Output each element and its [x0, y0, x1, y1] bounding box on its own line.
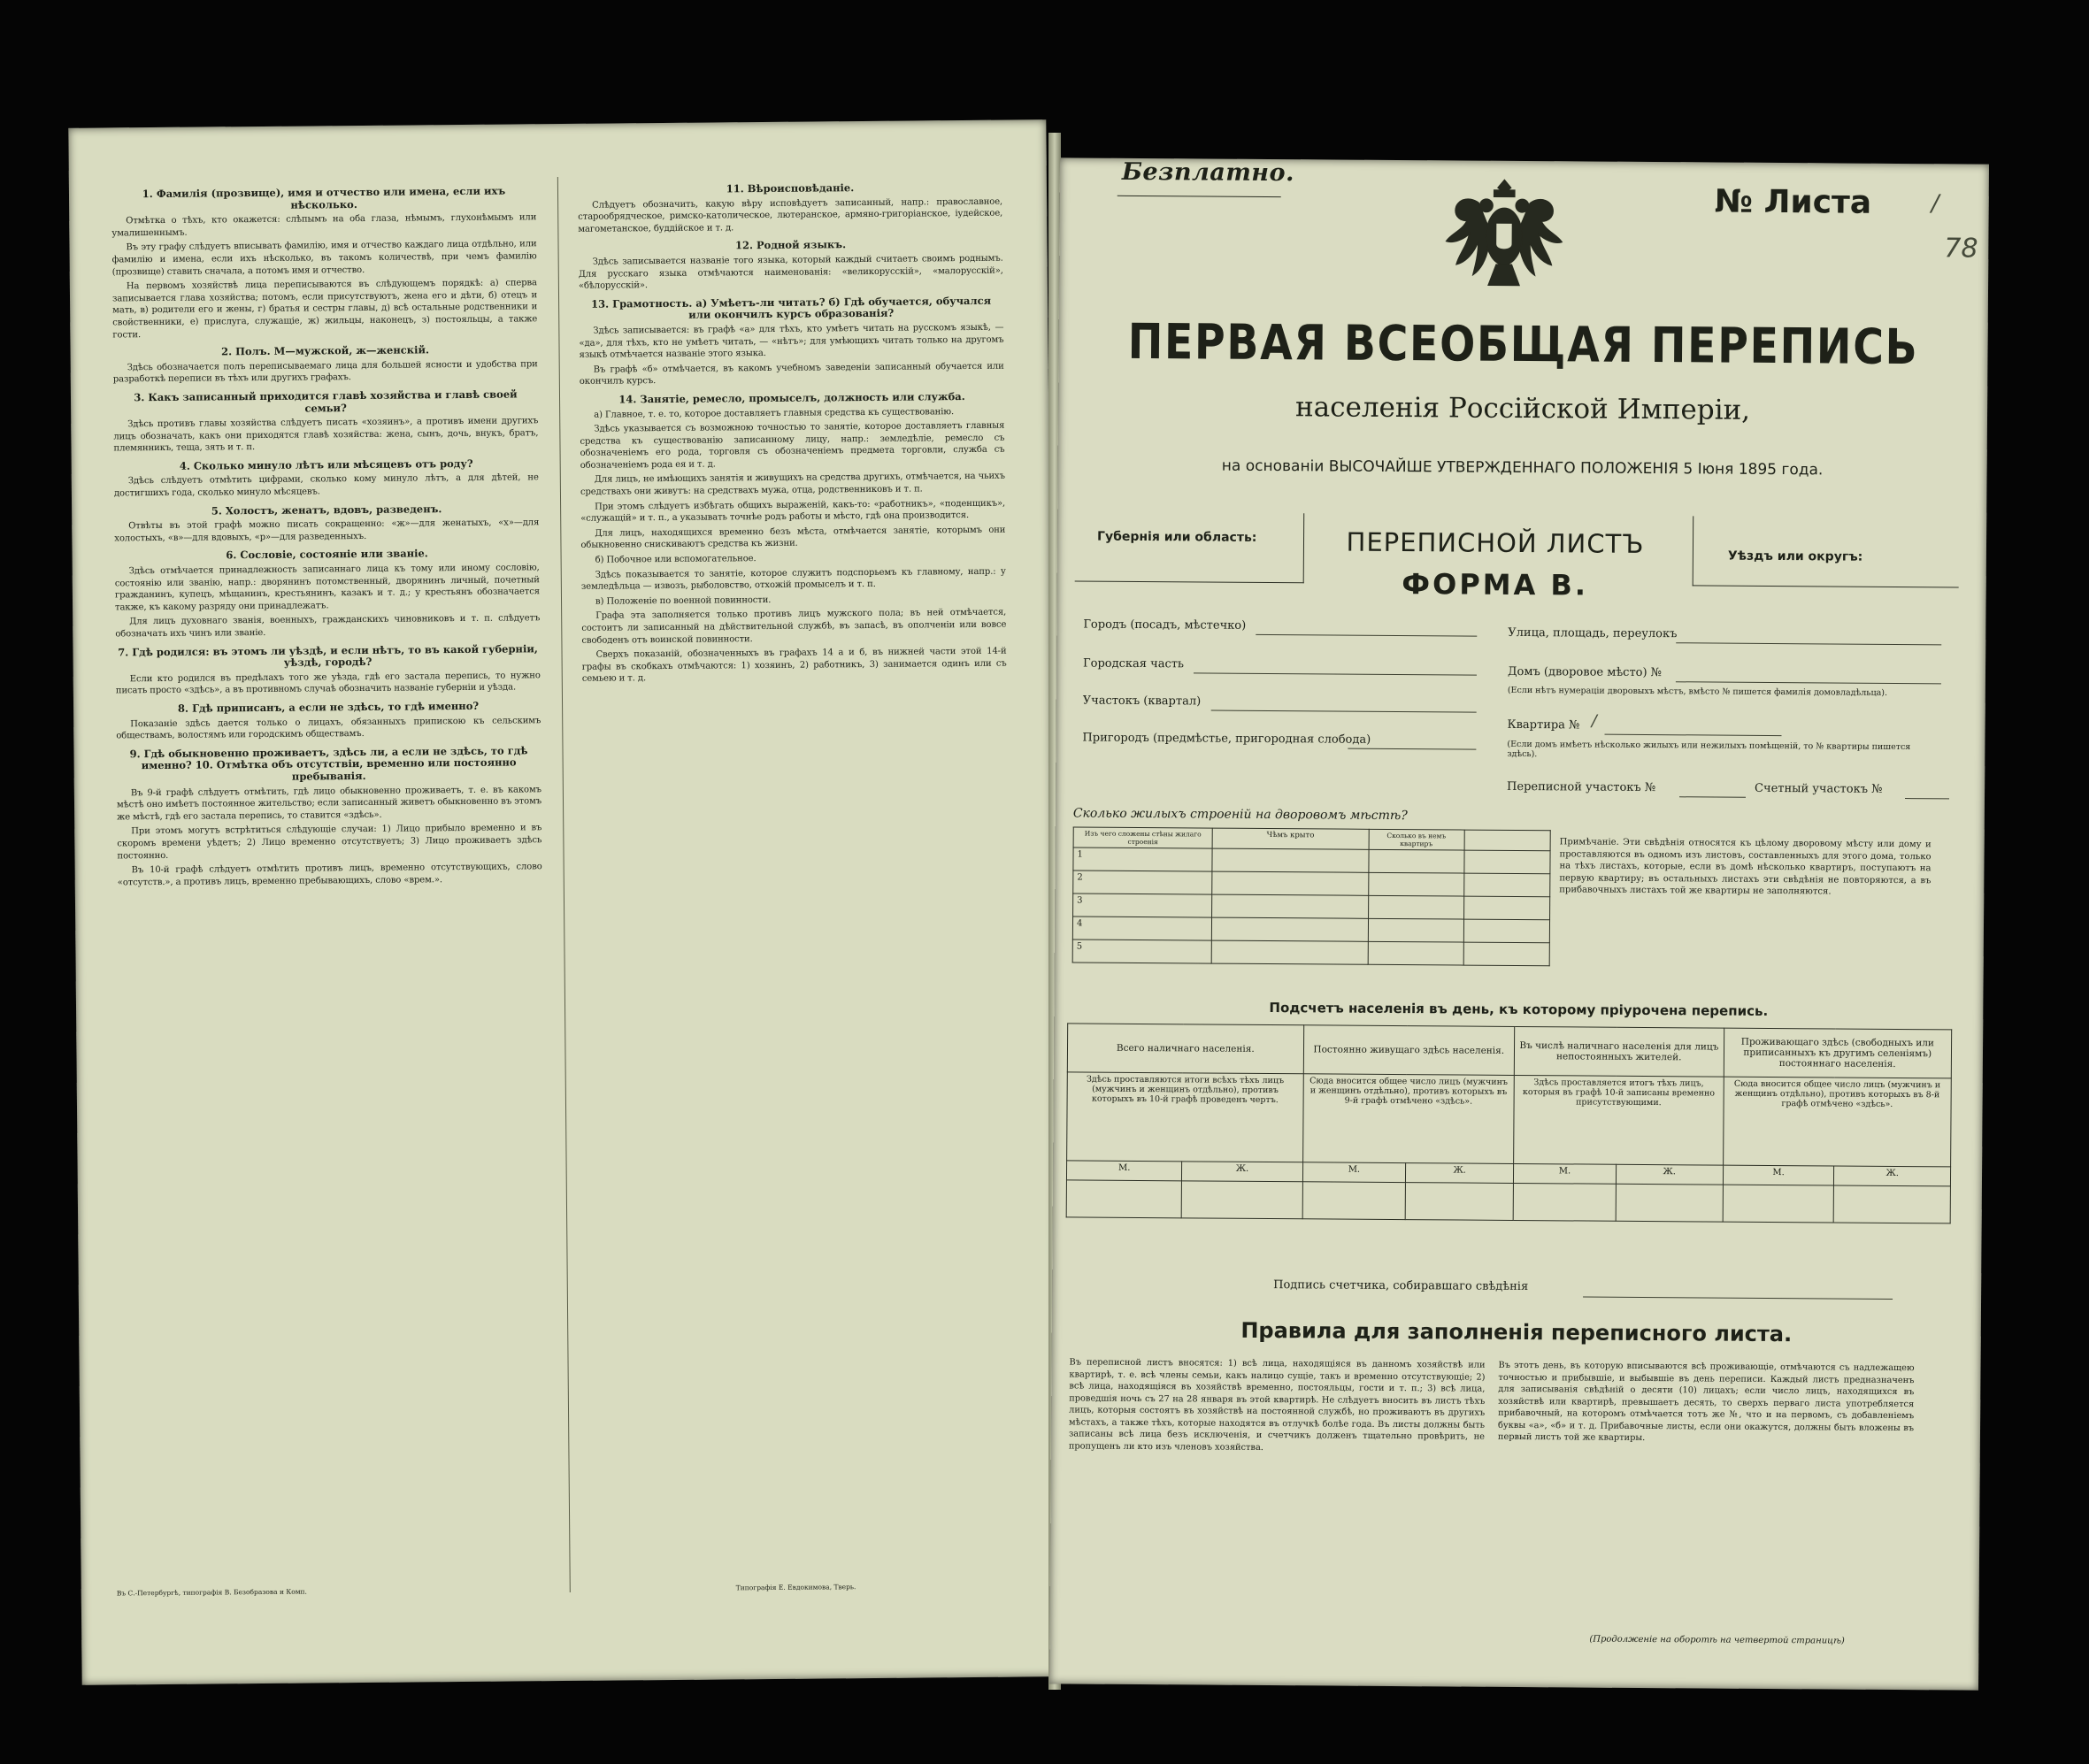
instruction-paragraph: Здѣсь противъ главы хозяйства слѣдуетъ писать «хозяинъ», а противъ имени другихъ лицъ обозначать, какъ они приходятся главѣ хозяйства: жена, сынъ, дочь, внукъ, братъ, племянникъ, теща, зять и т. п.	[113, 416, 539, 454]
count-header-permanent: Постоянно живущаго здѣсь населенія.	[1303, 1025, 1515, 1076]
handwritten-mark: /	[1931, 190, 1939, 218]
buildings-cell[interactable]	[1211, 940, 1368, 964]
apartment-field-label: Квартира №	[1507, 717, 1580, 732]
instruction-heading: 13. Грамотность. а) Умѣетъ-ли читать? б) Гдѣ обучается, обучался или окончилъ курсъ образованія?	[591, 294, 992, 322]
instruction-paragraph: Въ графѣ «б» отмѣчается, въ какомъ учебномъ заведеніи записанный обучается или окончилъ курсъ.	[579, 361, 1004, 387]
count-cell[interactable]	[1513, 1183, 1616, 1221]
count-sub-male: М.	[1514, 1163, 1617, 1184]
instruction-paragraph: Здѣсь слѣдуетъ отмѣтить цифрами, сколько кому минуло лѣтъ, а для дѣтей, не достигшихъ года, сколько минуло мѣсяцевъ.	[113, 472, 539, 499]
instruction-paragraph: Здѣсь указывается съ возможною точностью то занятіе, которое доставляетъ главныя средства къ существованію записанному лицу, напр.: земледѣліе, ремесло съ обозначеніемъ его рода, торговля съ обозначеніемъ предмета торговли, служба съ обозначеніемъ рода ея и т. д.	[580, 420, 1005, 471]
buildings-cell[interactable]	[1463, 919, 1550, 943]
instruction-heading: 12. Родной языкъ.	[734, 238, 847, 252]
buildings-question: Сколько жилыхъ строеній на дворовомъ мѣстѣ?	[1072, 806, 1408, 824]
apartment-field-line[interactable]	[1604, 734, 1781, 736]
instruction-paragraph: Показаніе здѣсь дается только о лицахъ, обязанныхъ припискою къ сельскимъ обществамъ, волостямъ или городскимъ обществамъ.	[116, 715, 541, 741]
city-part-field-line[interactable]	[1194, 672, 1477, 675]
instruction-paragraph: б) Побочное или вспомогательное.	[595, 554, 756, 565]
street-field-label: Улица, площадь, переулокъ	[1508, 625, 1678, 641]
count-cell[interactable]	[1066, 1180, 1182, 1218]
form-title: ФОРМА В.	[1402, 567, 1589, 602]
rules-text-right: Въ этотъ день, въ которую вписываются всѣ проживающіе, отмѣчаются съ надлежащею точностью и прибывшіе, и выбывшіе въ день переписи. Каждый листъ предназначенъ для записыванія свѣдѣній о десяти (10) лицахъ; если число лицъ, находящихся въ хозяйствѣ или квартирѣ, превышаетъ десять, то сверхъ перваго листа употребляется прибавочный, на которомъ отмѣчается тотъ же №, что и на первомъ, съ добавленіемъ буквы «а», «б» и т. д. Прибавочные листы, если они окажутся, должны быть вложены въ первый листъ той же квартиры.	[1497, 1360, 1915, 1444]
column-divider	[557, 177, 571, 1592]
instruction-paragraph: При этомъ могутъ встрѣтиться слѣдующіе случаи: 1) Лицо прибыло временно и въ скоромъ времени уѣдетъ; 2) Лицо временно отсутствуетъ; 3) Лицо проживаетъ здѣсь постоянно.	[117, 823, 542, 861]
instruction-paragraph: Въ 9-й графѣ слѣдуетъ отмѣтить, гдѣ лицо обыкновенно проживаетъ, т. е. въ какомъ мѣстѣ оно имѣетъ постоянное жительство; если записанный живетъ обыкновенно въ этомъ же мѣстѣ, гдѣ его застала перепись, то ставится «здѣсь».	[116, 784, 542, 823]
instruction-paragraph: а) Главное, т. е. то, которое доставляетъ главныя средства къ существованію.	[594, 406, 955, 420]
buildings-cell[interactable]	[1212, 848, 1369, 872]
census-title: ПЕРВАЯ ВСЕОБЩАЯ ПЕРЕПИСЬ	[1127, 312, 1919, 376]
buildings-cell[interactable]	[1368, 941, 1463, 965]
enumerator-signature-label: Подпись счетчика, собиравшаго свѣдѣнія	[1273, 1278, 1529, 1294]
instruction-paragraph: Отвѣты въ этой графѣ можно писать сокращенно: «ж»—для женатыхъ, «х»—для холостыхъ, «в»—для вдовыхъ, «р»—для разведенныхъ.	[114, 518, 540, 544]
printer-footer-left: Въ С.-Петербургѣ, типографія В. Безобразова и Комп.	[116, 1587, 307, 1598]
instruction-paragraph: Въ 10-й графѣ слѣдуетъ отмѣтить противъ лицъ, временно отсутствующихъ, слово «отсутств.», а противъ лицъ, временно пребывающихъ, слово «врем.».	[117, 862, 542, 888]
buildings-row-number: 4	[1072, 917, 1211, 940]
instruction-paragraph: Здѣсь обозначается полъ переписываемаго лица для большей ясности и удобства при разработкѣ переписи въ тѣхъ или другихъ графахъ.	[112, 358, 538, 385]
count-sub-female: Ж.	[1834, 1166, 1951, 1186]
buildings-row-number: 1	[1073, 847, 1212, 871]
handwritten-apartment-mark: /	[1591, 711, 1597, 731]
count-description-temporary: Здѣсь проставляется итогъ тѣхъ лицъ, которыя въ графѣ 10-й записаны временно присутствующими.	[1514, 1075, 1724, 1165]
instruction-heading: 7. Гдѣ родился: въ этомъ ли уѣздѣ, и если нѣтъ, то въ какой губерніи, уѣздѣ, городѣ?	[118, 641, 538, 669]
instruction-heading: 14. Занятіе, ремесло, промыселъ, должность или служба.	[618, 389, 965, 406]
count-header-temporary: Въ числѣ наличнаго населенія для лицъ непостоянныхъ жителей.	[1514, 1026, 1724, 1077]
instruction-heading: 2. Полъ. М—мужской, ж—женскій.	[221, 343, 430, 358]
count-header-absent: Проживающаго здѣсь (свободныхъ или приписанныхъ къ другимъ селеніямъ) постояннаго населенія.	[1724, 1028, 1952, 1078]
instruction-paragraph: Отмѣтка о тѣхъ, кто окажется: слѣпымъ на оба глаза, нѣмымъ, глухонѣмымъ или умалишеннымъ.	[111, 212, 537, 239]
buildings-cell[interactable]	[1463, 850, 1550, 874]
instruction-heading: 8. Гдѣ приписанъ, а если не здѣсь, то гдѣ именно?	[177, 699, 480, 715]
instruction-paragraph: На первомъ хозяйствѣ лица переписываются въ слѣдующемъ порядкѣ: а) сперва записывается глава хозяйства; потомъ, если присутствуютъ, жена его и дѣти, б) отецъ и мать, в) родители его и жены, г) братья и сестры главы, д) всѣ остальные родственники и свойственники, е) прислуга, служащіе, ж) жильцы, наконецъ, з) постояльцы, а также гости.	[111, 278, 538, 340]
population-count-table	[1066, 1023, 1953, 1223]
count-sub-male: М.	[1723, 1165, 1834, 1185]
count-cell[interactable]	[1616, 1184, 1723, 1222]
city-field-line[interactable]	[1256, 634, 1477, 637]
instruction-paragraph: Для лицъ духовнаго званія, военныхъ, гражданскихъ чиновниковъ и т. п. слѣдуетъ обозначать ихъ чинъ или званіе.	[115, 613, 541, 640]
printer-footer-right: Типографія Е. Евдокимова, Тверь.	[735, 1583, 856, 1592]
instructions-column-right	[578, 175, 1007, 688]
census-section-label: Переписной участокъ №	[1507, 779, 1656, 795]
count-description-absent: Сюда вносится общее число лицъ (мужчинъ и женщинъ отдѣльно), противъ которыхъ въ 8-й графѣ отмѣчено «здѣсь».	[1723, 1077, 1951, 1167]
free-label: Безплатно.	[1121, 157, 1295, 188]
instruction-heading: 1. Фамилія (прозвище), имя и отчество или имена, если ихъ нѣсколько.	[142, 184, 506, 211]
count-cell[interactable]	[1834, 1185, 1951, 1223]
district-label: Уѣздъ или округъ:	[1727, 548, 1863, 564]
buildings-cell[interactable]	[1211, 917, 1368, 941]
count-sub-female: Ж.	[1182, 1162, 1302, 1182]
rules-continued-note: (Продолженіе на оборотѣ на четвертой страницѣ)	[1589, 1634, 1845, 1646]
census-subtitle: населенія Россійской Имперіи,	[1294, 391, 1751, 426]
sheet-number-label: № Листа	[1714, 183, 1872, 221]
instruction-heading: 3. Какъ записанный приходится главѣ хозяйства и главѣ своей семьи?	[134, 387, 518, 415]
instruction-paragraph: Для лицъ, не имѣющихъ занятія и живущихъ на средства другихъ, отмѣчается, на чьихъ средствахъ они живутъ: на средствахъ мужа, отца, родственниковъ и т. п.	[580, 472, 1005, 497]
count-description-permanent: Сюда вносится общее число лицъ (мужчинъ и женщинъ отдѣльно), противъ которыхъ въ 9-й графѣ отмѣчено «здѣсь».	[1302, 1074, 1514, 1164]
instruction-heading: 5. Холостъ, женатъ, вдовъ, разведенъ.	[211, 502, 442, 518]
quarter-field-line[interactable]	[1211, 710, 1477, 713]
city-part-field-label: Городская часть	[1082, 656, 1185, 671]
count-cell[interactable]	[1302, 1182, 1406, 1220]
instruction-paragraph: Здѣсь записывается: въ графѣ «а» для тѣхъ, кто умѣетъ читать на русскомъ языкѣ, — «да», для тѣхъ, кто не умѣетъ читать, — «нѣтъ»; для умѣющихъ читать только на другомъ языкѣ отмѣчается названіе этого языка.	[579, 322, 1004, 360]
count-header-total: Всего наличнаго населенія.	[1067, 1024, 1303, 1074]
suburb-field-label: Пригородъ (предмѣстье, пригородная слобода)	[1082, 731, 1371, 747]
buildings-cell[interactable]	[1212, 871, 1369, 895]
count-description-total: Здѣсь проставляются итоги всѣхъ тѣхъ лицъ (мужчинъ и женщинъ отдѣльно), противъ которыхъ въ 10-й графѣ проведенъ чертъ.	[1067, 1072, 1303, 1162]
instructions-column-left	[111, 179, 542, 891]
suburb-field-line[interactable]	[1348, 748, 1476, 750]
counting-section-line[interactable]	[1905, 798, 1949, 799]
instruction-paragraph: Для лицъ, находящихся временно безъ мѣста, отмѣчается занятіе, которымъ они обыкновенно снискиваютъ средства къ жизни.	[580, 525, 1006, 551]
instruction-paragraph: Здѣсь показывается то занятіе, которое служитъ подспорьемъ къ главному, напр.: у земледѣльца — извозъ, рыболовство, отхожій промыселъ и т. п.	[580, 566, 1006, 593]
instruction-paragraph: Здѣсь записывается названіе того языка, который каждый считаетъ своимъ роднымъ. Для русскаго языка отмѣчаются наименованія: «великорусскій», «малорусскій», «бѣлорусскій».	[578, 253, 1003, 291]
province-box	[1075, 511, 1305, 583]
legal-basis: на основаніи ВЫСОЧАЙШЕ УТВЕРЖДЕННАГО ПОЛОЖЕНІЯ 5 Іюня 1895 года.	[1221, 456, 1824, 479]
buildings-cell[interactable]	[1212, 894, 1369, 918]
rules-title: Правила для заполненія переписного листа.	[1240, 1317, 1793, 1347]
buildings-cell[interactable]	[1368, 872, 1463, 896]
buildings-row-number: 3	[1073, 894, 1212, 917]
buildings-remark: Примѣчаніе. Эти свѣдѣнія относятся къ цѣлому дворовому мѣсту или дому и проставляются въ одномъ изъ листовъ, составленныхъ для этого дома, только на тѣхъ листахъ, которые, если въ домѣ нѣсколько квартиръ, поступаютъ на первую квартиру; въ остальныхъ листахъ эти свѣдѣнія не повторяются, а въ прибавочныхъ листахъ той же квартиры не заполняются.	[1559, 837, 1932, 897]
house-field-line[interactable]	[1676, 681, 1941, 684]
city-field-label: Городъ (посадъ, мѣстечко)	[1083, 617, 1247, 633]
instruction-paragraph: Если кто родился въ предѣлахъ того же уѣзда, гдѣ его застала перепись, то нужно писать просто «здѣсь», а въ противномъ случаѣ обозначить названіе губерніи и уѣзда.	[115, 671, 541, 696]
province-label: Губернія или область:	[1096, 529, 1257, 545]
count-sub-male: М.	[1302, 1162, 1406, 1183]
count-cell[interactable]	[1723, 1185, 1834, 1223]
population-count-title: Подсчетъ населенія въ день, къ которому пріурочена перепись.	[1269, 1000, 1769, 1019]
buildings-header-apartments: Сколько въ немъ квартиръ	[1369, 829, 1464, 850]
quarter-field-label: Участокъ (квартал)	[1082, 694, 1202, 709]
buildings-cell[interactable]	[1368, 895, 1463, 919]
instruction-paragraph: При этомъ слѣдуетъ избѣгать общихъ выраженій, какъ-то: «работникъ», «поденщикъ», «служащій» и т. п., а указывать точнѣе родъ работы и мѣсто, гдѣ она производится.	[580, 498, 1006, 525]
buildings-header-blank	[1464, 830, 1551, 851]
sheet-title: ПЕРЕПИСНОЙ ЛИСТЪ	[1346, 526, 1645, 559]
handwritten-number: 78	[1944, 233, 1978, 265]
street-field-line[interactable]	[1676, 642, 1941, 645]
buildings-cell[interactable]	[1369, 849, 1464, 873]
instruction-paragraph: Въ эту графу слѣдуетъ вписывать фамилію, имя и отчество каждаго лица отдѣльно, или фамилію и имена, если ихъ нѣсколько, въ такомъ количествѣ, при чемъ фамилію (прозвище) ставить сначала, а потомъ имя и отчество.	[111, 239, 537, 277]
buildings-row-number: 2	[1073, 870, 1212, 894]
buildings-cell[interactable]	[1463, 873, 1550, 897]
buildings-cell[interactable]	[1463, 942, 1550, 966]
free-label-underline	[1117, 196, 1281, 197]
instruction-heading: 4. Сколько минуло лѣтъ или мѣсяцевъ отъ роду?	[179, 456, 473, 472]
buildings-cell[interactable]	[1463, 896, 1550, 920]
instruction-paragraph: в) Положеніе по военной повинности.	[595, 594, 772, 607]
double-headed-eagle-emblem-icon	[1440, 169, 1569, 298]
instruction-paragraph: Слѣдуетъ обозначить, какую вѣру исповѣдуетъ записанный, напр.: православное, старообрядческое, римско-католическое, лютеранское, армяно-григоріанское, іудейское, магометанское, буддійское и т. д.	[578, 196, 1003, 234]
instruction-paragraph: Графа эта заполняется только противъ лицъ мужского пола; въ ней отмѣчается, состоитъ ли записанный на дѣйствительной службѣ, въ запасѣ, въ ополченіи или вовсе свободенъ отъ воинской повинности.	[581, 608, 1007, 646]
instruction-heading: 6. Сословіе, состояніе или званіе.	[226, 547, 428, 562]
buildings-header-roof: Чѣмъ крыто	[1212, 828, 1369, 849]
instruction-heading: 11. Вѣроисповѣданіе.	[726, 181, 855, 196]
count-cell[interactable]	[1405, 1183, 1513, 1221]
house-field-label: Домъ (дворовое мѣсто) №	[1507, 664, 1663, 680]
buildings-row-number: 5	[1072, 940, 1211, 963]
house-field-note: (Если нѣтъ нумераціи дворовыхъ мѣстъ, вмѣсто № пишется фамилія домовладѣльца).	[1507, 685, 1888, 698]
counting-section-label: Счетный участокъ №	[1755, 781, 1883, 796]
instruction-heading: 9. Гдѣ обыкновенно проживаетъ, здѣсь ли, а если не здѣсь, то гдѣ именно? 10. Отмѣтка объ отсутствіи, временно или постоянно пребыванія.	[129, 744, 528, 783]
count-sub-female: Ж.	[1406, 1163, 1514, 1184]
census-section-line[interactable]	[1679, 796, 1746, 798]
count-sub-male: М.	[1066, 1161, 1181, 1181]
apartment-field-note: (Если домъ имѣетъ нѣсколько жилыхъ или нежилыхъ помѣщеній, то № квартиры пишется здѣсь).	[1507, 739, 1911, 760]
count-cell[interactable]	[1182, 1181, 1302, 1219]
buildings-header-walls: Изъ чего сложены стѣны жилаго строенія	[1073, 827, 1212, 848]
count-sub-female: Ж.	[1616, 1164, 1723, 1185]
buildings-cell[interactable]	[1368, 918, 1463, 942]
right-page	[1049, 157, 1989, 1690]
instruction-paragraph: Здѣсь отмѣчается принадлежность записаннаго лица къ тому или иному сословію, состоянію или званію, напр.: дворянинъ потомственный, дворянинъ личный, почетный гражданинъ, купецъ, мѣщанинъ, крестьянинъ, казакъ и т. д.; у крестьянъ обозначается также, къ какому разряду они принадлежатъ.	[114, 563, 540, 613]
left-page	[68, 119, 1059, 1685]
buildings-table	[1072, 826, 1551, 966]
enumerator-signature-line[interactable]	[1583, 1297, 1893, 1300]
instruction-paragraph: Сверхъ показаній, обозначенныхъ въ графахъ 14 а и б, въ нижней части этой 14-й графы въ скобкахъ отмѣчаются: 1) хозяинъ, 2) работникъ, 3) занимается одинъ или съ семьею и т. д.	[581, 646, 1007, 685]
rules-text-left: Въ переписной листъ вносятся: 1) всѣ лица, находящіяся въ данномъ хозяйствѣ или квартирѣ, т. е. всѣ члены семьи, какъ налицо сущіе, такъ и временно отсутствующіе; 2) всѣ лица, находящіяся въ хозяйствѣ временно, постояльцы, гости и т. п.; 3) всѣ лица, проведшія ночь съ 27 на 28 января въ этой квартирѣ. Не слѣдуетъ вносить въ листъ тѣхъ лицъ, которыя состоятъ въ хозяйствѣ на постоянной службѣ, но проживаютъ въ другихъ мѣстахъ, а также тѣхъ, которые находятся въ отлучкѣ болѣе года. Въ листы должны быть записаны всѣ лица безъ исключенія, и счетчикъ долженъ тщательно провѣрить, не пропущенъ ли кто изъ членовъ хозяйства.	[1068, 1357, 1486, 1453]
